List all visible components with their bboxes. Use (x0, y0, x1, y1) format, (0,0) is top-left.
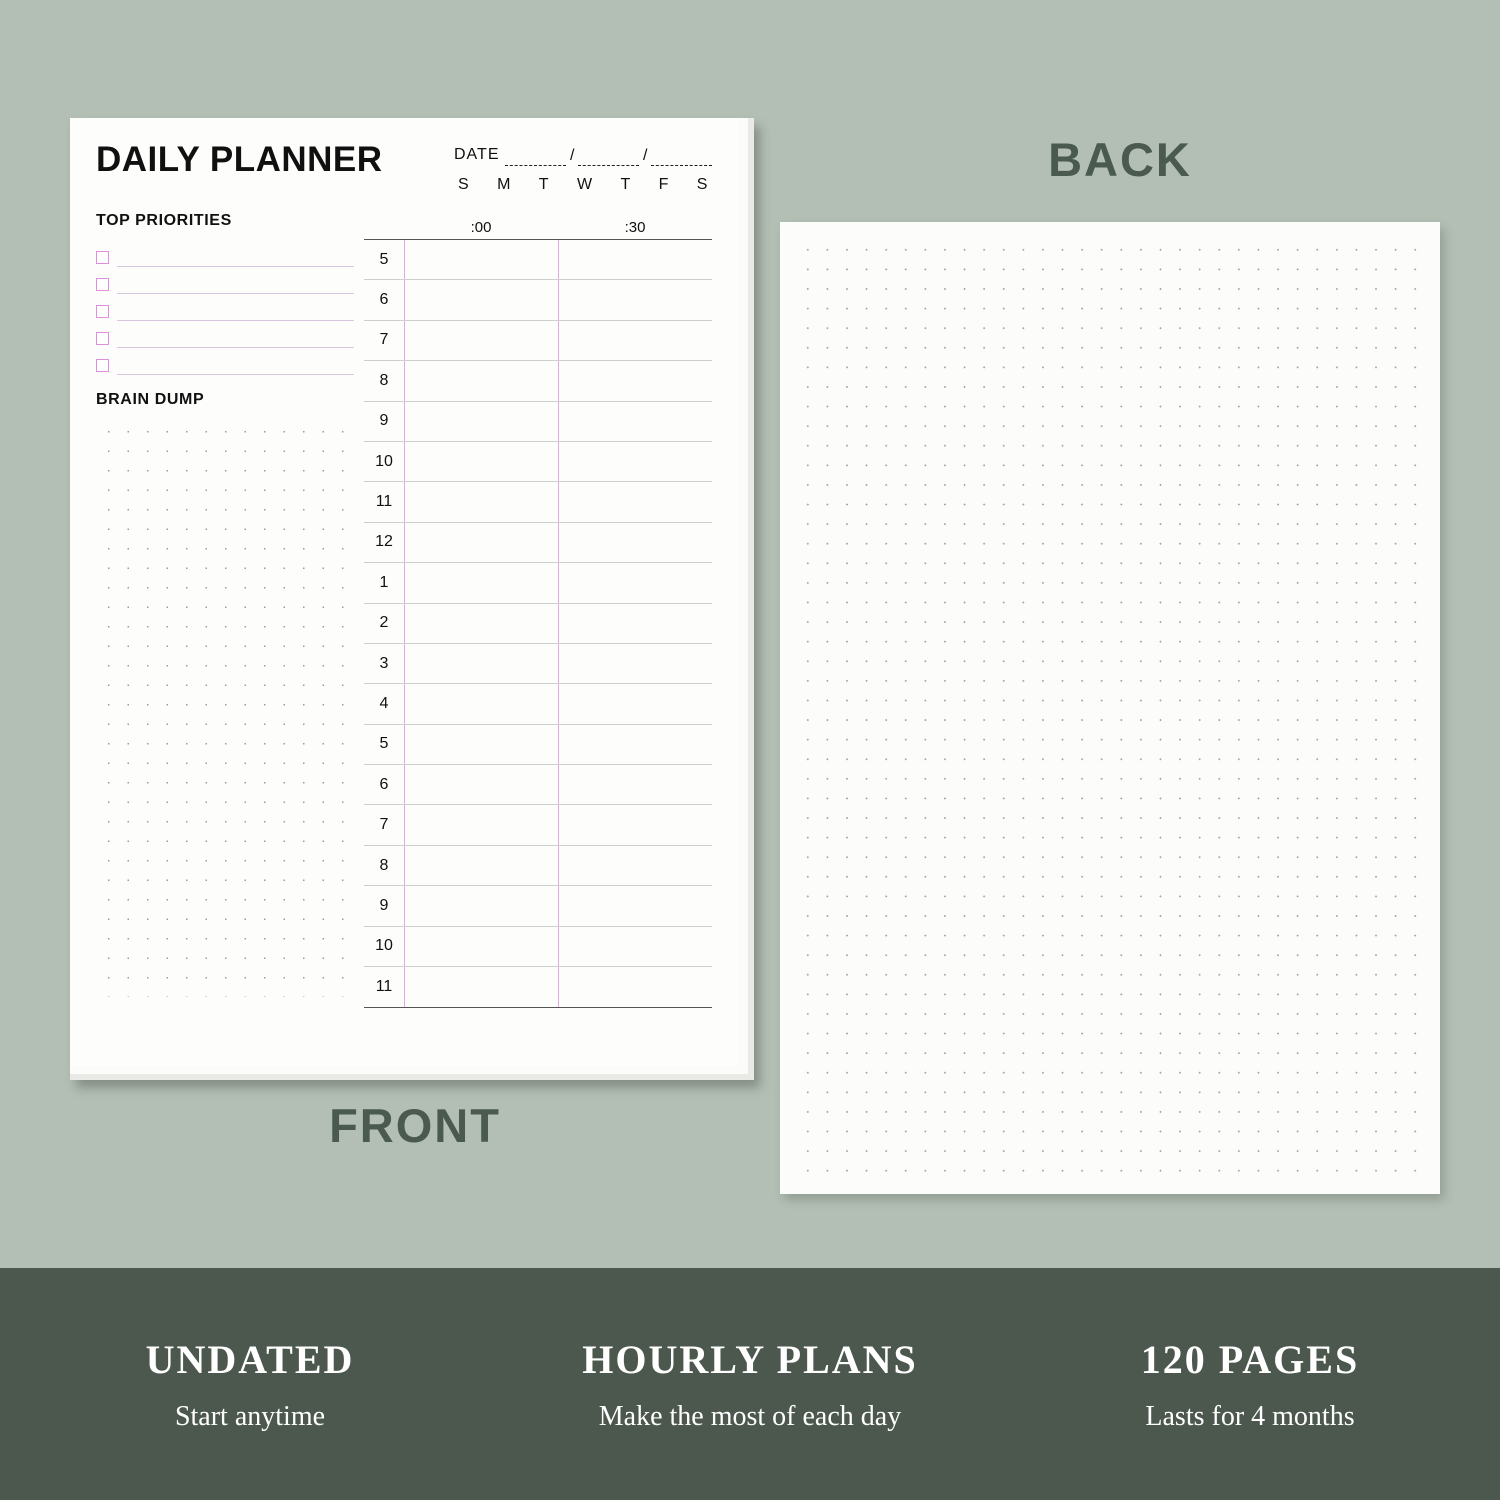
slot-00[interactable] (404, 805, 558, 844)
slot-30[interactable] (558, 482, 712, 521)
date-block (454, 140, 712, 194)
back-caption: BACK (1048, 133, 1192, 186)
priority-row[interactable] (96, 294, 354, 321)
schedule-row[interactable] (364, 604, 712, 644)
hour-label: 10 (375, 452, 393, 470)
checkbox-icon[interactable] (96, 251, 109, 264)
feature-item-undated (0, 1336, 500, 1433)
slot-00[interactable] (404, 402, 558, 441)
hour-label: 9 (379, 896, 389, 914)
feature-subtitle: Make the most of each day (598, 1400, 902, 1432)
hour-label: 6 (379, 775, 389, 793)
slot-30[interactable] (558, 280, 712, 319)
slot-00[interactable] (404, 523, 558, 562)
slot-30[interactable] (558, 886, 712, 925)
slot-00[interactable] (404, 644, 558, 683)
schedule-row[interactable] (364, 482, 712, 522)
hour-label: 12 (375, 533, 393, 551)
schedule-row[interactable] (364, 967, 712, 1007)
planner-header (96, 140, 712, 194)
slot-30[interactable] (558, 846, 712, 885)
hour-label: 3 (379, 654, 389, 672)
weekday-thu[interactable]: T (620, 176, 631, 193)
hour-label: 8 (379, 856, 389, 874)
page-title: DAILY PLANNER (96, 140, 383, 179)
checkbox-icon[interactable] (96, 278, 109, 291)
slot-30[interactable] (558, 563, 712, 602)
schedule-row[interactable] (364, 321, 712, 361)
hour-label: 4 (379, 694, 389, 712)
feature-title: UNDATED (145, 1336, 355, 1382)
slot-00[interactable] (404, 361, 558, 400)
left-column (96, 212, 354, 1008)
checkbox-icon[interactable] (96, 359, 109, 372)
date-separator-1: / (570, 147, 575, 164)
checkbox-icon[interactable] (96, 332, 109, 345)
back-dot-grid[interactable] (796, 238, 1424, 1178)
top-priorities-list (96, 240, 354, 375)
slot-30[interactable] (558, 684, 712, 723)
hour-label: 11 (375, 493, 393, 511)
front-caption: FRONT (329, 1099, 501, 1152)
slot-00[interactable] (404, 725, 558, 764)
schedule-row[interactable] (364, 725, 712, 765)
slot-30[interactable] (558, 927, 712, 966)
slot-00[interactable] (404, 927, 558, 966)
front-page (70, 118, 738, 1066)
priority-row[interactable] (96, 321, 354, 348)
hour-label: 2 (379, 614, 389, 632)
hour-label: 10 (375, 937, 393, 955)
priority-write-line[interactable] (117, 276, 354, 294)
schedule-row[interactable] (364, 523, 712, 563)
date-year-field[interactable] (651, 148, 712, 166)
weekday-selector[interactable] (454, 176, 712, 194)
slot-30[interactable] (558, 725, 712, 764)
date-fields (505, 147, 712, 166)
feature-subtitle: Lasts for 4 months (1145, 1400, 1355, 1432)
schedule-row[interactable] (364, 280, 712, 320)
schedule-rows (364, 240, 712, 1008)
slot-00[interactable] (404, 765, 558, 804)
schedule-row[interactable] (364, 361, 712, 401)
feature-title: 120 PAGES (1140, 1336, 1360, 1382)
schedule-row[interactable] (364, 644, 712, 684)
schedule-col-00-header: :00 (470, 219, 492, 236)
weekday-wed[interactable]: W (576, 176, 593, 193)
slot-30[interactable] (558, 442, 712, 481)
slot-00[interactable] (404, 684, 558, 723)
slot-00[interactable] (404, 563, 558, 602)
weekday-sun[interactable]: S (458, 176, 470, 193)
date-month-field[interactable] (505, 148, 566, 166)
slot-30[interactable] (558, 805, 712, 844)
feature-subtitle: Start anytime (174, 1400, 326, 1432)
priority-row[interactable] (96, 348, 354, 375)
weekday-mon[interactable]: M (497, 176, 511, 193)
hour-label: 7 (379, 816, 389, 834)
schedule-row[interactable] (364, 240, 712, 280)
front-page-stack (70, 118, 760, 1088)
slot-00[interactable] (404, 321, 558, 360)
slot-00[interactable] (404, 604, 558, 643)
schedule-row[interactable] (364, 805, 712, 845)
priority-row[interactable] (96, 267, 354, 294)
slot-00[interactable] (404, 240, 558, 279)
feature-item-hourly-plans (500, 1336, 1000, 1433)
hour-label: 9 (379, 412, 389, 430)
schedule-row[interactable] (364, 927, 712, 967)
schedule-row[interactable] (364, 402, 712, 442)
schedule-row[interactable] (364, 846, 712, 886)
hour-label: 6 (379, 291, 389, 309)
slot-30[interactable] (558, 361, 712, 400)
hourly-schedule (364, 212, 712, 1008)
date-separator-2: / (643, 147, 648, 164)
date-row (454, 146, 712, 166)
hour-label: 7 (379, 331, 389, 349)
feature-title: HOURLY PLANS (582, 1336, 918, 1382)
slot-30[interactable] (558, 240, 712, 279)
slot-00[interactable] (404, 442, 558, 481)
hour-label: 8 (379, 371, 389, 389)
brain-dump-dot-grid[interactable] (96, 419, 354, 997)
feature-item-120-pages (1000, 1336, 1500, 1433)
hour-label: 5 (379, 250, 389, 268)
schedule-col-30-header: :30 (624, 219, 646, 236)
brain-dump-title: BRAIN DUMP (96, 391, 205, 408)
weekday-fri[interactable]: F (658, 176, 669, 193)
hour-label: 5 (379, 735, 389, 753)
date-label: DATE (454, 146, 500, 163)
schedule-row[interactable] (364, 886, 712, 926)
schedule-row[interactable] (364, 442, 712, 482)
slot-30[interactable] (558, 321, 712, 360)
hour-label: 1 (379, 573, 389, 591)
schedule-row[interactable] (364, 765, 712, 805)
hour-label: 11 (375, 978, 393, 996)
slot-30[interactable] (558, 523, 712, 562)
slot-30[interactable] (558, 644, 712, 683)
slot-30[interactable] (558, 765, 712, 804)
date-day-field[interactable] (578, 148, 639, 166)
planner-body (96, 212, 712, 1008)
priority-write-line[interactable] (117, 303, 354, 321)
top-priorities-title: TOP PRIORITIES (96, 212, 232, 229)
priority-write-line[interactable] (117, 249, 354, 267)
back-page (780, 222, 1440, 1194)
schedule-row[interactable] (364, 684, 712, 724)
priority-write-line[interactable] (117, 330, 354, 348)
slot-00[interactable] (404, 967, 558, 1007)
schedule-row[interactable] (364, 563, 712, 603)
slot-00[interactable] (404, 280, 558, 319)
weekday-sat[interactable]: S (696, 176, 708, 193)
schedule-header (364, 212, 712, 240)
slot-00[interactable] (404, 482, 558, 521)
slot-30[interactable] (558, 402, 712, 441)
checkbox-icon[interactable] (96, 305, 109, 318)
slot-30[interactable] (558, 967, 712, 1007)
priority-row[interactable] (96, 240, 354, 267)
slot-00[interactable] (404, 886, 558, 925)
feature-banner (0, 1268, 1500, 1500)
weekday-tue[interactable]: T (538, 176, 550, 193)
slot-30[interactable] (558, 604, 712, 643)
slot-00[interactable] (404, 846, 558, 885)
priority-write-line[interactable] (117, 357, 354, 375)
